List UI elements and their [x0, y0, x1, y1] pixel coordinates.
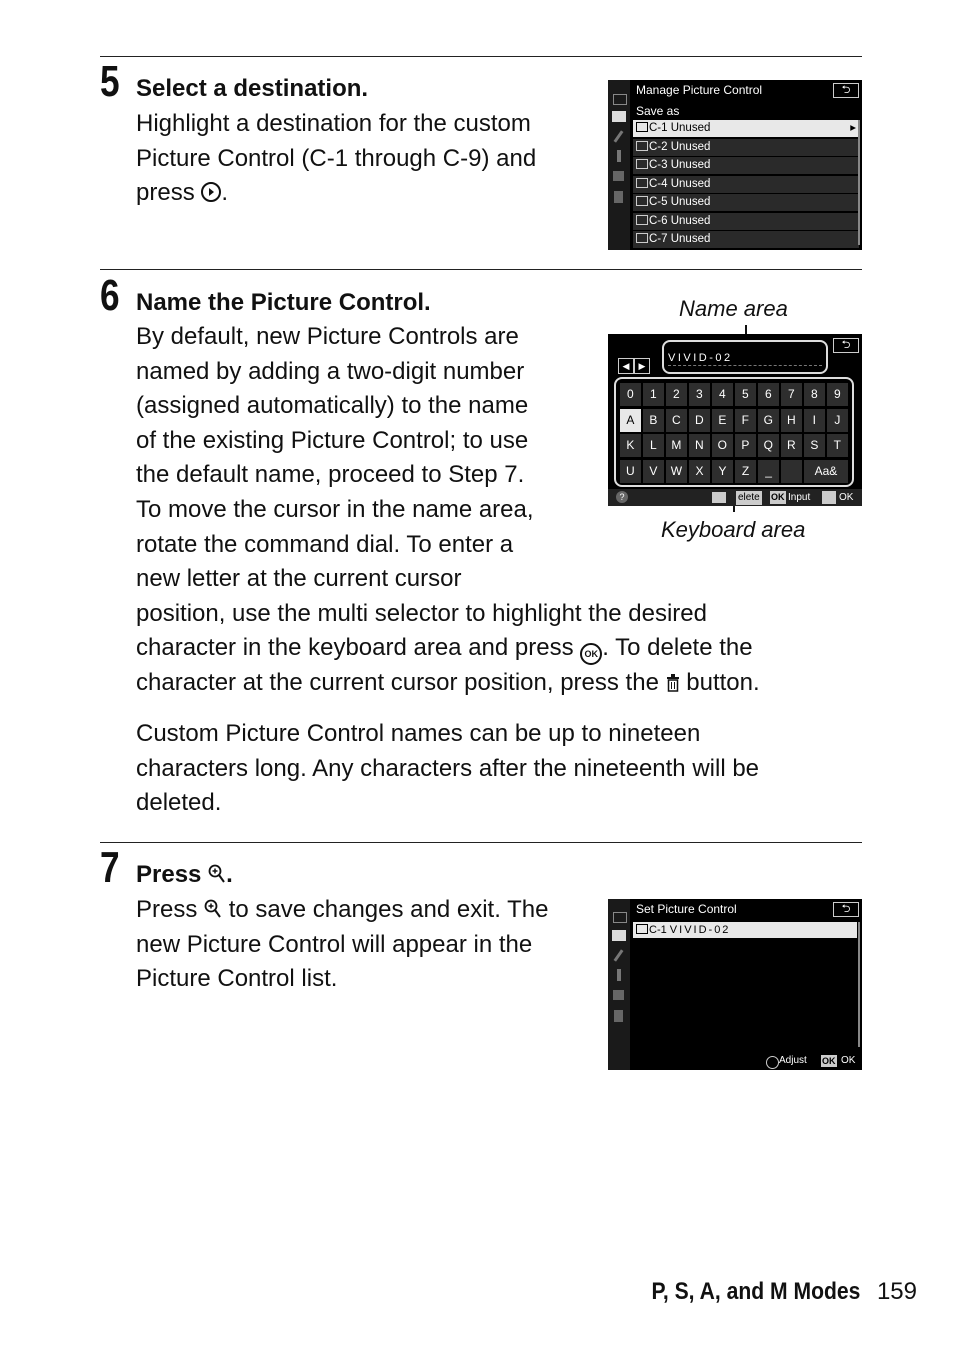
key[interactable]: X [689, 460, 710, 483]
manage-picture-control-screen [608, 80, 862, 250]
body-line: Picture Control list. [136, 965, 338, 993]
picture-control-icon [636, 122, 648, 132]
menu-item-c6[interactable] [633, 213, 859, 230]
title-text: Press [136, 861, 202, 888]
screen-sidebar [608, 80, 630, 250]
item-label: Unused [670, 196, 711, 208]
key[interactable]: S [804, 434, 825, 457]
key[interactable]: 8 [804, 383, 825, 406]
key[interactable]: 5 [735, 383, 756, 406]
step-number: 5 [100, 57, 120, 106]
trash-icon [712, 492, 726, 503]
menu-item-c5[interactable] [633, 194, 859, 211]
divider-step6 [100, 269, 862, 270]
camera-icon [612, 930, 626, 941]
input-label: Input [788, 492, 811, 503]
delete-label: elete [738, 492, 760, 503]
body-line: new letter at the current cursor [136, 565, 462, 593]
key[interactable]: N [689, 434, 710, 457]
body-line: characters long. Any characters after the nineteenth will be [136, 754, 760, 782]
key[interactable]: 6 [758, 383, 779, 406]
set-picture-control-screen [608, 899, 862, 1070]
body-line: (assigned automatically) to the name [136, 392, 529, 420]
key[interactable]: L [643, 434, 664, 457]
arrow-right-icon: ▸ [850, 122, 856, 134]
body-line: Highlight a destination for the custom [136, 110, 531, 137]
keyboard-row [620, 460, 850, 483]
body-line [136, 893, 548, 928]
body-line [136, 631, 760, 666]
item-code: C-5 [649, 196, 668, 208]
ok-button-icon: OK [580, 643, 602, 665]
body-line: of the existing Picture Control; to use [136, 426, 529, 454]
back-icon[interactable]: ⮌ [833, 83, 859, 98]
name-area-callout: Name area [679, 296, 788, 321]
body-line: the default name, proceed to Step 7. [136, 461, 525, 489]
item-label: Unused [670, 177, 711, 190]
body-text: press [136, 179, 195, 207]
page-footer [623, 1278, 917, 1306]
item-code: C-6 [649, 214, 668, 227]
item-label: Unused [670, 159, 711, 171]
step-body [136, 893, 548, 997]
key[interactable]: J [827, 409, 848, 432]
key[interactable]: 3 [689, 383, 710, 406]
key[interactable]: Q [758, 434, 779, 457]
item-label: Unused [670, 140, 711, 153]
scrollbar[interactable] [858, 922, 860, 1047]
body-text: Press [136, 896, 198, 923]
key[interactable] [781, 460, 802, 483]
body-text: . [221, 179, 229, 207]
picture-control-icon [636, 924, 648, 934]
picture-control-icon [636, 178, 648, 188]
key[interactable]: 7 [781, 383, 802, 406]
key[interactable]: B [643, 409, 664, 432]
step-number: 7 [100, 843, 120, 892]
key[interactable]: F [735, 409, 756, 432]
screen-footer [608, 489, 862, 506]
name-area[interactable] [662, 340, 828, 374]
menu-item-c1[interactable] [633, 120, 859, 137]
item-label: Unused [670, 214, 711, 227]
key[interactable]: 0 [620, 383, 641, 406]
body-line: deleted. [136, 789, 222, 817]
zoom-in-icon [208, 860, 226, 880]
wrench-icon [617, 969, 621, 981]
menu-item-c4[interactable] [633, 176, 859, 193]
divider-step7 [100, 842, 862, 843]
body-line: named by adding a two-digit number [136, 357, 525, 385]
zoom-badge-icon [822, 491, 836, 504]
body-line: rotate the command dial. To enter a [136, 530, 514, 558]
item-label: VIVID-02 [669, 924, 731, 936]
step-note [136, 717, 759, 821]
retouch-icon [613, 990, 624, 1000]
keyboard-area-callout: Keyboard area [661, 517, 806, 542]
ok-badge: OK [771, 492, 785, 502]
key[interactable]: V [643, 460, 664, 483]
body-line: By default, new Picture Controls are [136, 323, 519, 350]
keyboard-grid [620, 383, 850, 485]
command-dial-icon [766, 1056, 779, 1069]
step-title: Name the Picture Control. [136, 289, 431, 316]
my-menu-icon [614, 191, 623, 203]
back-icon[interactable]: ⮌ [833, 338, 859, 353]
menu-list [633, 120, 859, 250]
page-number: 159 [876, 1278, 917, 1305]
key[interactable]: 2 [666, 383, 687, 406]
body-text: . To delete the [602, 634, 753, 662]
name-value: VIVID-02 [668, 352, 733, 364]
wrench-icon [617, 150, 621, 162]
body-line: position, use the multi selector to highlight the desired [136, 599, 707, 627]
keyboard-row [620, 434, 850, 457]
playback-icon [613, 912, 627, 923]
screen-sidebar [608, 899, 630, 1070]
key[interactable]: P [735, 434, 756, 457]
ok-label: OK [839, 492, 854, 503]
key[interactable]: 1 [643, 383, 664, 406]
key[interactable]: A [620, 409, 641, 432]
ok-label: OK [841, 1055, 856, 1066]
picture-control-icon [636, 141, 648, 151]
body-text: button. [686, 668, 760, 696]
key[interactable]: W [666, 460, 687, 483]
camera-icon [612, 111, 626, 122]
multi-selector-right-icon [201, 182, 221, 202]
menu-item-c2[interactable] [633, 139, 859, 156]
menu-item-c1[interactable] [633, 922, 857, 938]
item-code: C-1 [649, 924, 667, 936]
step-body [136, 107, 536, 211]
key[interactable]: H [781, 409, 802, 432]
retouch-icon [613, 171, 624, 181]
step-title [136, 858, 233, 892]
adjust-label: Adjust [779, 1055, 807, 1066]
key[interactable]: G [758, 409, 779, 432]
cursor-left-button[interactable]: ◀ [618, 358, 634, 374]
key[interactable]: U [620, 460, 641, 483]
key[interactable]: _ [758, 460, 779, 483]
picture-control-icon [636, 159, 648, 169]
name-field[interactable] [668, 351, 822, 366]
screen-title: Set Picture Control [636, 902, 737, 916]
item-code: C-1 [649, 122, 668, 134]
key[interactable]: Y [712, 460, 733, 483]
step-number: 6 [100, 271, 120, 320]
menu-item-c3[interactable] [633, 157, 859, 174]
body-line [136, 666, 760, 701]
body-line: new Picture Control will appear in the [136, 930, 533, 958]
key[interactable]: E [712, 409, 733, 432]
key[interactable]: 9 [827, 383, 848, 406]
key[interactable]: I [804, 409, 825, 432]
key[interactable]: C [666, 409, 687, 432]
item-label: Unused [670, 233, 711, 245]
key[interactable]: K [620, 434, 641, 457]
item-code: C-3 [649, 159, 668, 171]
my-menu-icon [614, 1010, 623, 1022]
keyboard-row [620, 383, 850, 406]
screen-title: Manage Picture Control [636, 83, 763, 97]
key[interactable]: M [666, 434, 687, 457]
section-name: P, S, A, and M Modes [651, 1278, 861, 1305]
picture-control-icon [636, 215, 648, 225]
body-text: character in the keyboard area and press [136, 634, 574, 662]
keyboard-row [620, 409, 850, 432]
ok-badge: OK [822, 1056, 836, 1066]
zoom-in-icon [204, 895, 222, 915]
step-title: Select a destination. [136, 75, 369, 102]
key[interactable]: O [712, 434, 733, 457]
cursor-right-button[interactable]: ▶ [634, 358, 650, 374]
key[interactable]: R [781, 434, 802, 457]
menu-item-c7[interactable] [633, 231, 859, 248]
body-line: To move the cursor in the name area, [136, 495, 534, 523]
item-label: Unused [670, 122, 711, 134]
key[interactable]: Aa& [804, 460, 847, 483]
divider-step5 [100, 56, 862, 57]
key[interactable]: T [827, 434, 848, 457]
screen-footer [608, 1052, 862, 1070]
key[interactable]: Z [735, 460, 756, 483]
screen-subtitle: Save as [636, 104, 680, 118]
back-icon[interactable]: ⮌ [833, 902, 859, 917]
name-entry-screen [608, 334, 862, 506]
picture-control-icon [636, 233, 648, 243]
body-line: Picture Control (C-1 through C-9) and [136, 144, 537, 172]
delete-button-icon [666, 668, 680, 686]
body-line [136, 176, 536, 211]
item-code: C-4 [649, 177, 668, 190]
keyboard-area [614, 377, 854, 487]
picture-control-icon [636, 196, 648, 206]
scrollbar[interactable] [858, 120, 860, 245]
help-icon: ? [616, 491, 628, 503]
body-line: Custom Picture Control names can be up to nineteen [136, 720, 701, 747]
item-code: C-7 [649, 233, 668, 245]
playback-icon [613, 94, 627, 105]
title-text: . [226, 861, 233, 888]
key[interactable]: D [689, 409, 710, 432]
key[interactable]: 4 [712, 383, 733, 406]
body-text: character at the current cursor position, press the [136, 668, 659, 696]
item-code: C-2 [649, 140, 668, 153]
body-text: to save changes and exit. The [228, 896, 549, 923]
